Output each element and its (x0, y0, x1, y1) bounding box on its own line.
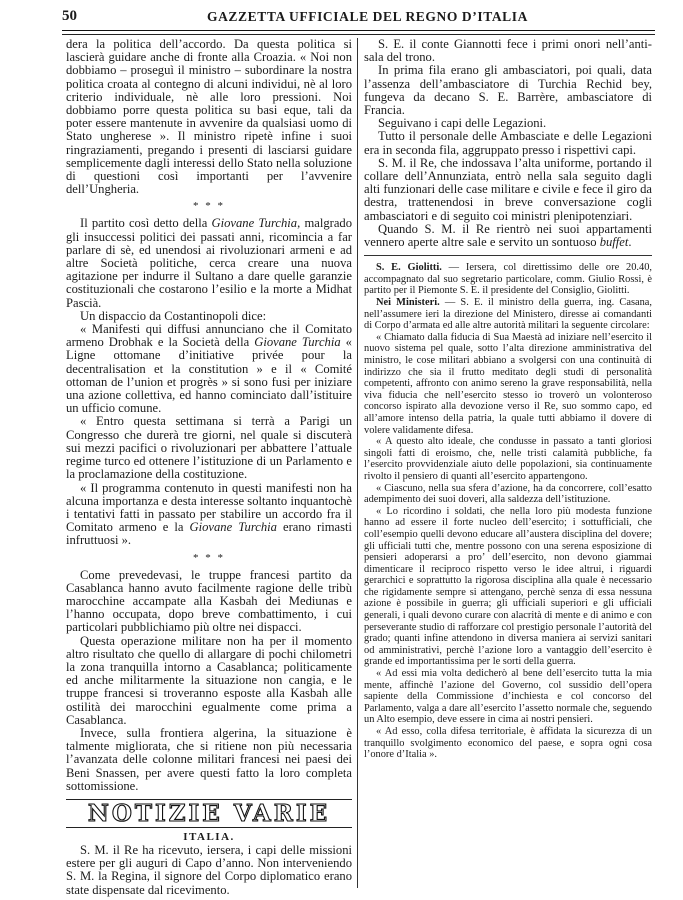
article-paragraph: « Il programma contenuto in questi manifesti non ha alcuna importanza e desta interesse soltanto inquantochè i tentativi fatti in passato per stabilire un accordo fra il Comitato armeno e la Giovane Turchia erano rimasti infruttuosi ». (66, 480, 352, 548)
article-paragraph: Invece, sulla frontiera algerina, la situazione è talmente migliorata, che si ritiene non più necessaria l’avanzata delle colonne militari francesi nei paesi dei Beni Snassen, per avere questi fatto la loro completa sottomissione. (66, 725, 352, 793)
circular-paragraph: « A questo alto ideale, che condusse in passato a tanti gloriosi singoli fatti di eroismo, che, nelle tristi calamità pubbliche, fa l’esercito provvidenziale aiuto delle popolazioni, sia continuamente rivolto il pensiero di quanti all’esercito appartengono. (364, 436, 652, 482)
notizie-varie-block (66, 799, 352, 828)
news-item: Nei Ministeri. — S. E. il ministro della guerra, ing. Casana, nell’assumere ieri la direzione del Ministero, diresse ai comandanti di Corpo d’armata ed alle altre autorità militari la seguente circolare: (364, 297, 653, 332)
article-paragraph: Tutto il personale delle Ambasciate e delle Legazioni era in seconda fila, aggruppato presso i rispettivi capi. (364, 129, 652, 157)
article-paragraph: Come prevedevasi, le truppe francesi partito da Casablanca hanno avuto facilmente ragione delle tribù marocchine accampate alla Kasbah dei Mediunas e l’hanno occupata, dopo breve combattimento, i cui particolari pubblichiamo più oltre nei dispacci. (66, 567, 352, 635)
page-header (62, 6, 653, 28)
article-paragraph: Questa operazione militare non ha per il momento altro risultato che quello di allargare di pochi chilometri la zona tranquilla intorno a Casablanca; politicamente ed anche militarmente la situazione non cangia, e le truppe francesi si troveranno esposte alla Kasbah alle ostilità dei marocchini egualmente come prima a Casablanca. (66, 633, 352, 727)
page-number: 50 (62, 8, 77, 24)
article-paragraph: Un dispaccio da Costantinopoli dice: (80, 308, 267, 323)
header-rule (62, 30, 655, 31)
masthead-title: GAZZETTA UFFICIALE DEL REGNO D’ITALIA (206, 9, 528, 24)
section-title: NOTIZIE VARIE (87, 799, 331, 827)
news-item: S. E. Giolitti. — Iersera, col direttissimo delle ore 20.40, accompagnato dal suo segretario particolare, comm. Giulio Rossi, è partito per il Piemonte S. E. il presidente del Consiglio, Giolitti. (364, 262, 652, 297)
header-rule-secondary (62, 34, 655, 35)
column-divider (357, 38, 358, 888)
right-column (364, 38, 652, 761)
italia-heading: ITALIA. (183, 830, 235, 843)
section-stars: * * * (193, 551, 225, 564)
circular-paragraph: « Lo ricordino i soldati, che nella loro più modesta funzione hanno ad essere il forte nucleo dell’esercito; i sottufficiali, che coll’esempio quelli devono educare all’austera disciplina del dovere; gli ufficiali tutti che, mentre possono con una serena esposizione di pensieri adoperarsi a pro’ dell’esercito, non devono giammai dimenticare il reciproco rispetto verso le idee altrui, i riguardi gerarchici e soprattutto la rigorosa disciplina alla quale è necessario che rigidamente sempre si attengano, perchè senza di essa nessuna azione è possibile in guerra; gli ufficiali superiori e gli ufficiali generali, i quali devono curare con alacrità di mente e di animo e con perseverante studio di rafforzare col prestigio personale l’autorità del grado; quanti infine attendono in diversa maniera ai servizi sanitari od amministrativi, perchè l’azione loro a vantaggio dell’esercito è grande ed importantissima per le sorti della guerra. (364, 505, 652, 668)
news-runin-heading: Nei Ministeri. (376, 297, 440, 309)
article-paragraph: Seguivano i capi delle Legazioni. (378, 116, 547, 131)
section-stars: * * * (193, 200, 225, 213)
section-rule (364, 255, 652, 256)
article-paragraph: « Manifesti qui diffusi annunciano che il Comitato armeno Drobhak e la Società della Giovane Turchia « Ligne ottomane d’initiative privée pour la decentralisation et la constitution » e il « Comité ottoman de l’union et progrès » si sono fusi per iniziare una azione collettiva, ed hanno cominciato dall’istituire un ufficio comune. (66, 322, 352, 416)
circular-paragraph: « Chiamato dalla fiducia di Sua Maestà ad iniziare nell’esercito il nuovo sistema pel quale, sotto l’alta direzione amministrativa del ministro, le cose militari abbiano a svolgersi con una continuità di indirizzo che sia il frutto meditato degli studi di personalità competenti, affronto con animo sereno la grave responsabilità, nella viva fiducia che nell’esercito stesso io troverò un volonteroso concorso ispirato alla devozione verso il Re, suo sommo capo, ed all’amore intenso della patria, la quale tutti abbiamo il dovere di volere validamente difesa. (364, 331, 652, 436)
circular-paragraph: « Ad essi mia volta dedicherò al bene dell’esercito tutta la mia mente, affinchè l’azione del Governo, col sussidio dell’opera sapiente della Commissione d’inchiesta e col concorso del Parlamento, valga a dare all’esercito l’assetto normale che, seguendo un Alto esempio, deve essere in cima ai nostri pensieri. (364, 668, 652, 726)
article-paragraph: dera la politica dell’accordo. Da questa politica si lascierà guidare anche di fronte alla Croazia. « Noi non dobbiamo – proseguì il ministro – subordinare la nostra politica croata al contegno di alcuni individui, nè al loro criterio individuale, nè alle loro pressioni. Noi dobbiamo porre questa politica su basi eque, tali da poter essere mantenute in avvenire da qualsiasi uomo di Stato ungherese ». Il ministro ripetè infine i suoi ringraziamenti, pregando i presenti di lasciarsi guidare semplicemente dagli interessi dello Stato nella soluzione di questioni così importanti per l’avvenire dell’Ungheria. (66, 37, 352, 197)
circular-paragraph: « Ciascuno, nella sua sfera d’azione, ha da concorrere, coll’esatto adempimento dei suoi doveri, alla saldezza dell’istituzione. (364, 482, 652, 506)
article-paragraph: S. M. il Re ha ricevuto, iersera, i capi delle missioni estere per gli auguri di Capo d’anno. Non interveniendo S. M. la Regina, il signore del Corpo diplomatico erano state dispensate dal ricevimento. (66, 842, 352, 897)
article-paragraph: Il partito così detto della Giovane Turchia, malgrado gli insuccessi politici dei passati anni, ricomincia a far parlare di sè, ed unendosi ai rivoluzionari armeni e ad altre Società politiche, cerca creare una nuova agitazione per indurre il Sultano a dare quelle garanzie costituzionali che costarono l’esilio e la morte a Midhat Pascià. (66, 216, 352, 310)
left-column (66, 38, 352, 897)
news-runin-heading: S. E. Giolitti. (376, 262, 442, 274)
article-paragraph: In prima fila erano gli ambasciatori, poi quali, data l’assenza dell’ambasciatore di Turchia Rechid bey, fungeva da decano S. E. Barrère, ambasciatore di Francia. (364, 63, 652, 118)
section-rule (66, 827, 352, 828)
article-paragraph: « Entro questa settimana si terrà a Parigi un Congresso che durerà tre giorni, nel quale si discuterà sui mezzi pacifici o rivoluzionari per abbattere l’attuale regime turco ed ottenere l’istituzione di un Parlamento e la proclamazione della costituzione. (66, 414, 352, 482)
circular-paragraph: « Ad esso, colla difesa territoriale, è affidata la sicurezza di un tranquillo svolgimento economico del paese, e sopra ogni cosa l’onore d’Italia ». (364, 726, 652, 761)
article-paragraph: S. E. il conte Giannotti fece i primi onori nell’anti-sala del trono. (364, 37, 652, 65)
article-paragraph: S. M. il Re, che indossava l’alta uniforme, portando il collare dell’Annunziata, entrò nella sala seguito dagli alti funzionari delle case militare e civile e fece il giro da destra, trattenendosi in breve conversazione cogli ambasciatori e di seguito coi ministri plenipotenziari. (364, 155, 652, 223)
article-paragraph: Quando S. M. il Re rientrò nei suoi appartamenti vennero aperte altre sale e servito un sontuoso buffet. (364, 221, 652, 250)
